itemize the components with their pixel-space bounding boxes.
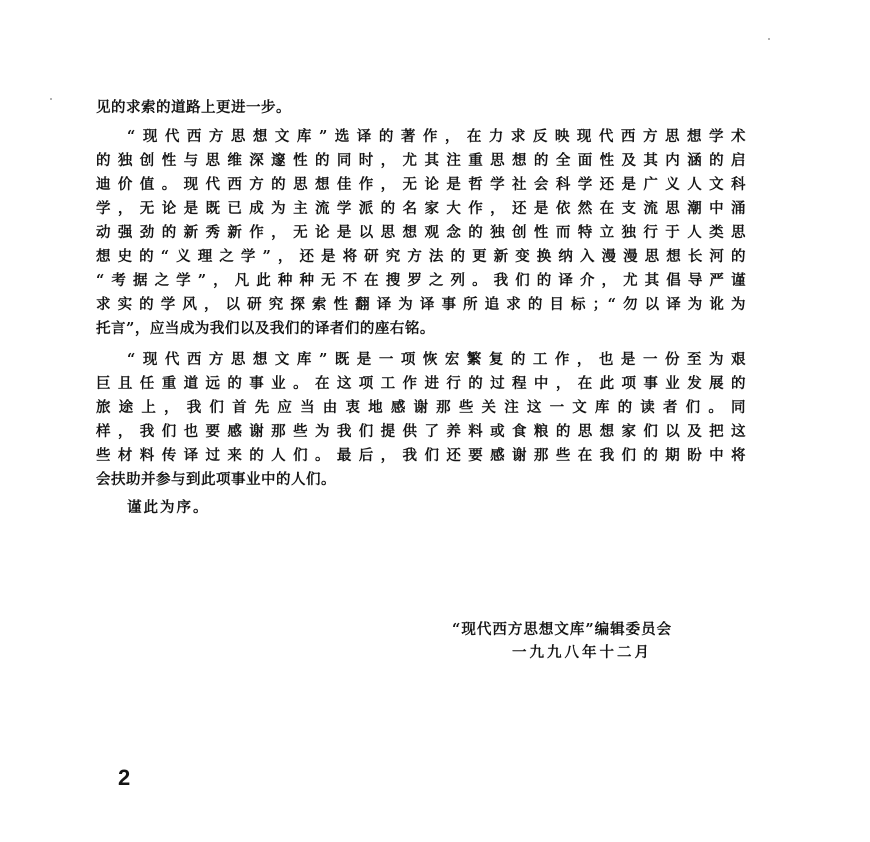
body-line: “现代西方思想文库”既是一项恢宏繁复的工作，也是一份至为艰 <box>127 351 746 368</box>
body-line: 迪价值。现代西方的思想佳作，无论是哲学社会科学还是广义人文科 <box>96 176 746 193</box>
signature-organization: “现代西方思想文库”编辑委员会 <box>452 621 673 638</box>
scan-speck <box>768 38 770 40</box>
signature-date: 一九九八年十二月 <box>512 644 652 661</box>
closing-line: 谨此为序。 <box>127 499 210 516</box>
body-line: “现代西方思想文库”选译的著作，在力求反映现代西方思想学术 <box>127 128 746 145</box>
body-line: 会扶助并参与到此项事业中的人们。 <box>96 471 336 488</box>
body-line: 些材料传译过来的人们。最后，我们还要感谢那些在我们的期盼中将 <box>96 447 746 464</box>
body-line: 动强劲的新秀新作，无论是以思想观念的独创性而特立独行于人类思 <box>96 224 746 241</box>
body-line: 想史的“义理之学”，还是将研究方法的更新变换纳入漫漫思想长河的 <box>96 248 746 265</box>
body-line: 学，无论是既已成为主流学派的名家大作，还是依然在支流思潮中涌 <box>96 200 746 217</box>
body-line: “考据之学”，凡此种种无不在搜罗之列。我们的译介，尤其倡导严谨 <box>96 272 746 289</box>
body-line: 见的求索的道路上更进一步。 <box>96 99 291 116</box>
body-line: 的独创性与思维深邃性的同时，尤其注重思想的全面性及其内涵的启 <box>96 152 746 169</box>
page-number: 2 <box>118 765 131 790</box>
body-line: 旅途上，我们首先应当由衷地感谢那些关注这一文库的读者们。同 <box>96 399 746 416</box>
body-line: 样，我们也要感谢那些为我们提供了养料或食粮的思想家们以及把这 <box>96 423 746 440</box>
body-line: 托言”，应当成为我们以及我们的译者们的座右铭。 <box>96 320 435 337</box>
body-line: 巨且任重道远的事业。在这项工作进行的过程中，在此项事业发展的 <box>96 375 746 392</box>
body-line: 求实的学风，以研究探索性翻译为译事所追求的目标；“勿以译为讹为 <box>96 296 746 313</box>
scan-speck <box>50 98 52 100</box>
